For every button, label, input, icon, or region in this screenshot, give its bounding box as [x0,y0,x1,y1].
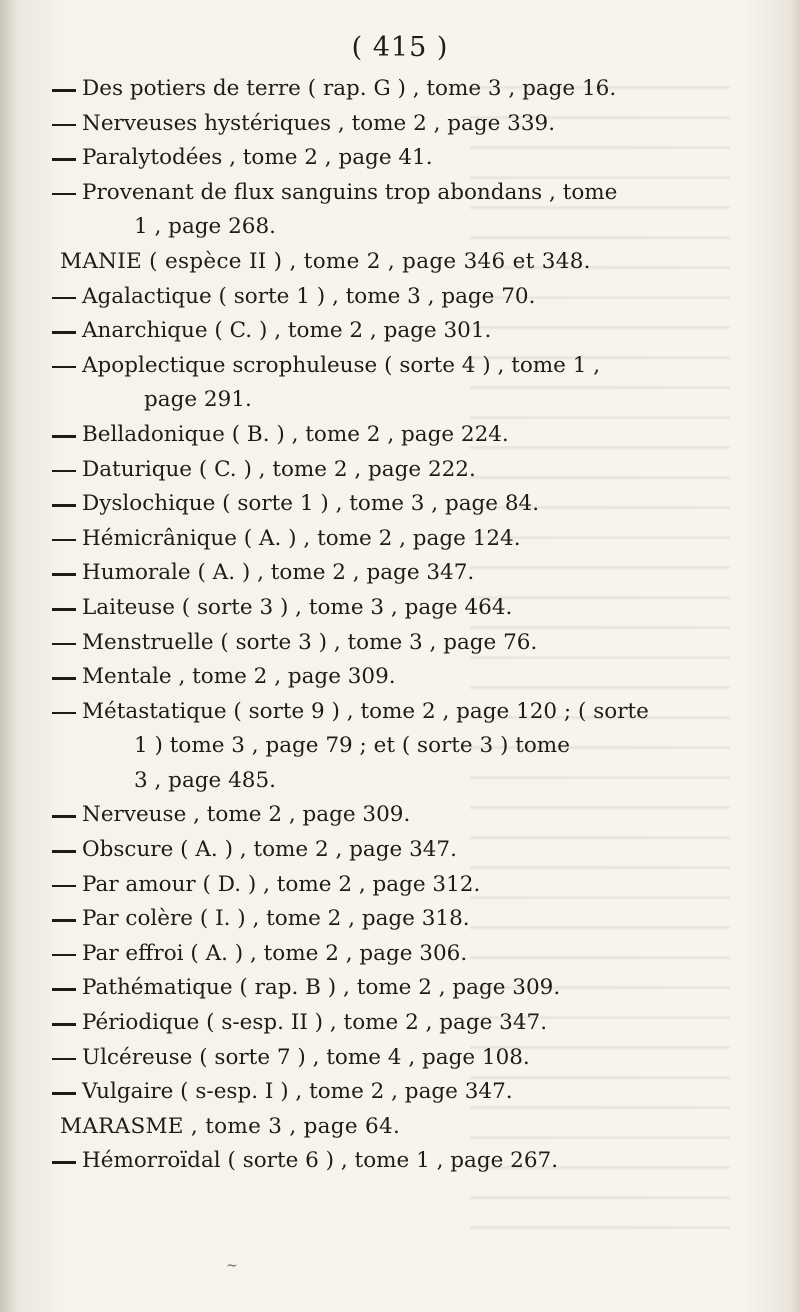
index-entry: Hémorroïdal ( sorte 6 ) , tome 1 , page 267. [48,1144,728,1179]
index-entry: Périodique ( s-esp. II ) , tome 2 , page 347. [48,1006,728,1041]
index-entry: Vulgaire ( s-esp. I ) , tome 2 , page 347. [48,1075,728,1110]
index-entry: Nerveuse , tome 2 , page 309. [48,798,728,833]
index-entry: Par amour ( D. ) , tome 2 , page 312. [48,868,728,903]
index-entry-continuation: 1 , page 268. [134,214,276,240]
page-number: ( 415 ) [351,32,449,63]
index-entry: Pathématique ( rap. B ) , tome 2 , page 309. [48,971,728,1006]
index-entry: Obscure ( A. ) , tome 2 , page 347. [48,833,728,868]
index-entry: Par colère ( I. ) , tome 2 , page 318. [48,902,728,937]
index-entry: Belladonique ( B. ) , tome 2 , page 224. [48,418,728,453]
index-entry: Hémicrânique ( A. ) , tome 2 , page 124. [48,522,728,557]
index-entry-continuation: 1 ) tome 3 , page 79 ; et ( sorte 3 ) tome [134,733,570,759]
index-entry-continuation: page 291. [144,387,252,413]
index-entry: Mentale , tome 2 , page 309. [48,660,728,695]
index-entries [48,72,728,1179]
index-entry: Menstruelle ( sorte 3 ) , tome 3 , page 76. [48,626,728,661]
index-entry: Laiteuse ( sorte 3 ) , tome 3 , page 464. [48,591,728,626]
index-entry: Métastatique ( sorte 9 ) , tome 2 , page 120 ; ( sorte [48,695,728,730]
index-entry: Dyslochique ( sorte 1 ) , tome 3 , page 84. [48,487,728,522]
print-mark: ~ [226,1258,238,1274]
index-entry: Anarchique ( C. ) , tome 2 , page 301. [48,314,728,349]
index-entry: Par effroi ( A. ) , tome 2 , page 306. [48,937,728,972]
index-entry: Daturique ( C. ) , tome 2 , page 222. [48,453,728,488]
index-entry-continuation: 3 , page 485. [134,767,276,793]
index-entry: Agalactique ( sorte 1 ) , tome 3 , page 70. [48,280,728,315]
index-entry: Apoplectique scrophuleuse ( sorte 4 ) , tome 1 , [48,349,728,384]
index-heading: MARASME , tome 3 , page 64. [60,1113,401,1139]
index-entry: Nerveuses hystériques , tome 2 , page 339. [48,107,728,142]
index-entry: Paralytodées , tome 2 , page 41. [48,141,728,176]
index-entry: Humorale ( A. ) , tome 2 , page 347. [48,556,728,591]
index-entry: Des potiers de terre ( rap. G ) , tome 3 , page 16. [48,72,728,107]
index-entry: Ulcéreuse ( sorte 7 ) , tome 4 , page 108. [48,1041,728,1076]
index-heading: MANIE ( espèce II ) , tome 2 , page 346 et 348. [60,248,591,274]
index-entry: Provenant de flux sanguins trop abondans , tome [48,176,728,211]
